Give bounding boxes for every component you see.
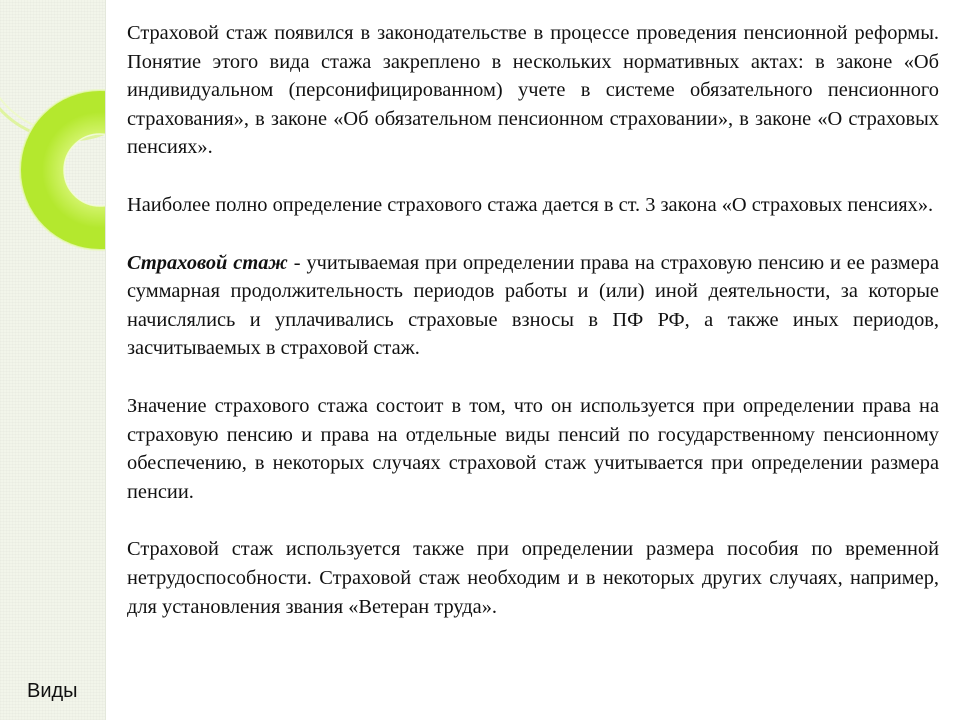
thick-ring-icon: [42, 112, 105, 228]
paragraph-definition: [127, 249, 939, 363]
definition-text: - учитываемая при определении права на страховую пенсию и ее размера суммарная продолжительность периодов работы и (или) иной деятельности, за которые начислялись и уплачивались страховые взносы в ПФ РФ, а также иных периодов, засчитываемых в страховой стаж.: [127, 251, 940, 360]
paragraph-significance: Значение страхового стажа состоит в том, что он используется при определении права на страховую пенсию и права на отдельные виды пенсий по государственному пенсионному обеспечению, в некоторых случаях страховой стаж учитывается при определении размера пенсии.: [127, 394, 939, 503]
footer-label: Виды: [27, 680, 78, 702]
decorative-sidebar: [0, 0, 105, 720]
paragraph-definition-source: Наиболее полно определение страхового стажа дается в ст. 3 закона «О страховых пенсиях».: [127, 193, 934, 216]
decorative-rings-graphic: [0, 0, 105, 720]
paragraph-intro: Страховой стаж появился в законодательстве в процессе проведения пенсионной реформы. Понятие этого вида стажа закреплено в нескольких нормативных актах: в законе «Об индивидуальном (персонифицированном) учете в системе обязательного пенсионного страхования», в законе «Об обязательном пенсионном страховании», в законе «О страховых пенсиях».: [127, 22, 939, 159]
defined-term: Страховой стаж: [127, 251, 288, 274]
sidebar-divider: [105, 0, 106, 720]
slide-text-content: [127, 19, 939, 621]
paragraph-usage: Страховой стаж используется также при определении размера пособия по временной нетрудоспособности. Страховой стаж необходим и в некоторых других случаях, например, для установления звания «Ветеран труда».: [127, 538, 939, 618]
